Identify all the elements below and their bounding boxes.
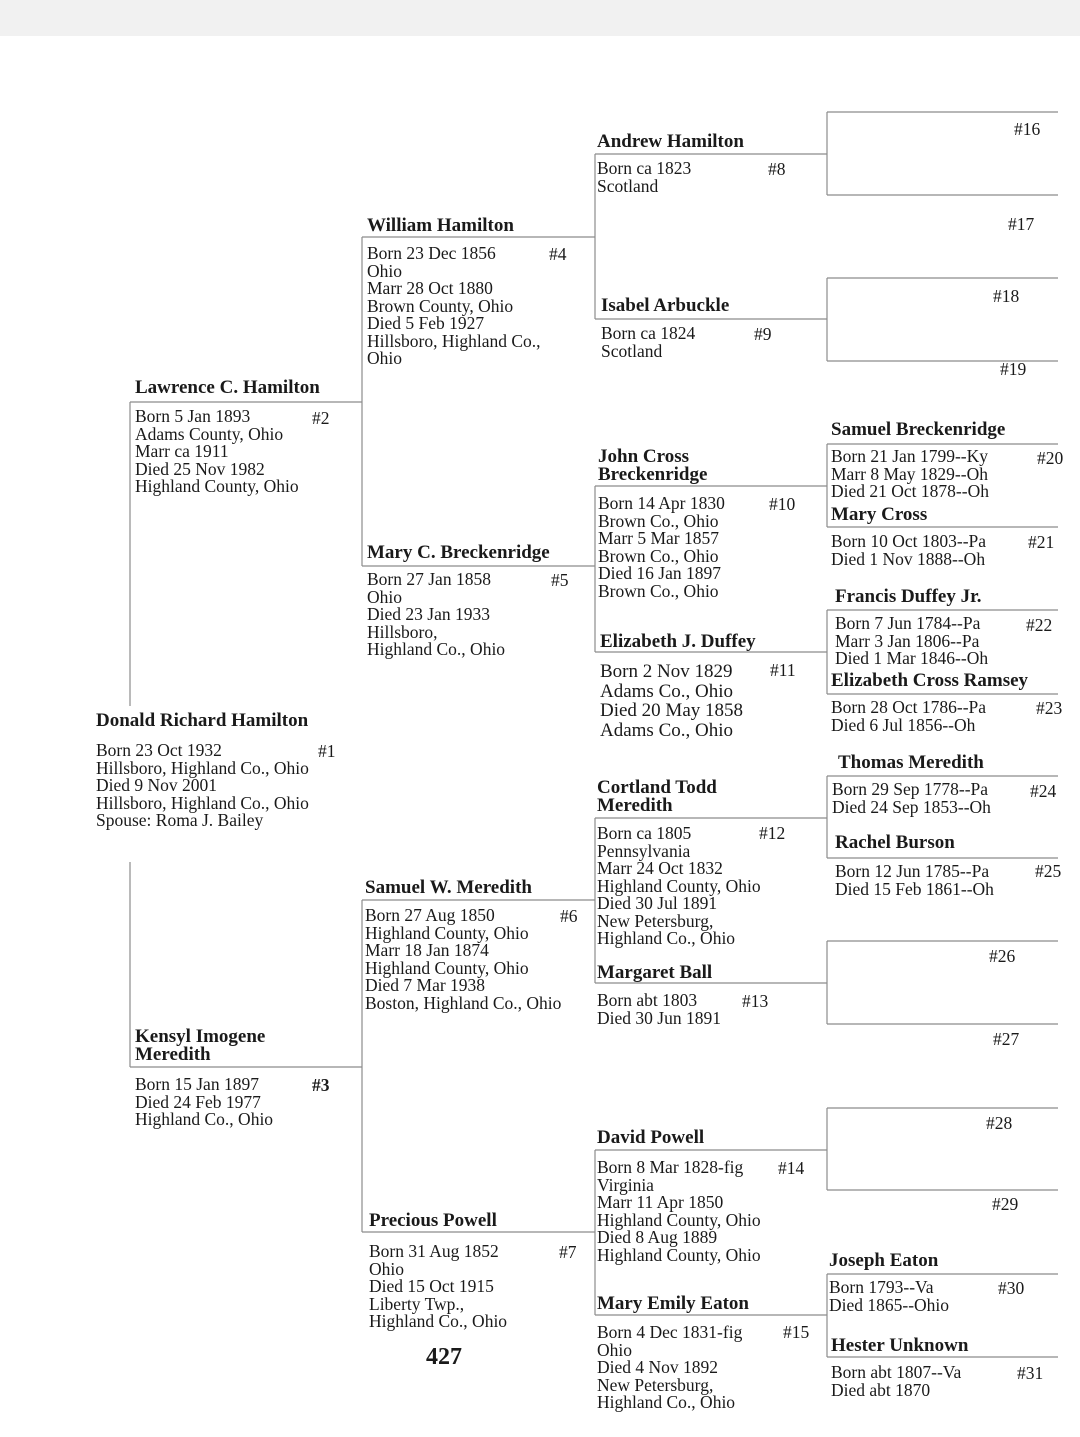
- person-details: Born 29 Sep 1778--Pa Died 24 Sep 1853--Oh: [832, 779, 991, 817]
- person-details: Born 10 Oct 1803--Pa Died 1 Nov 1888--Oh: [831, 531, 987, 569]
- ahnentafel-number: #5: [551, 570, 569, 590]
- person-details: Born 1793--Va Died 1865--Ohio: [829, 1277, 950, 1315]
- person-23: [831, 671, 1028, 734]
- person-name: John Cross Breckenridge: [598, 446, 708, 485]
- person-22: [835, 587, 988, 668]
- person-details: Born abt 1803 Died 30 Jun 1891: [597, 990, 721, 1028]
- person-name: Lawrence C. Hamilton: [135, 377, 320, 398]
- ahnentafel-number-28: #28: [986, 1113, 1013, 1133]
- person-name: William Hamilton: [367, 215, 514, 236]
- ahnentafel-number: #4: [549, 244, 567, 264]
- person-name: Elizabeth Cross Ramsey: [831, 670, 1029, 691]
- person-2: [135, 378, 320, 496]
- person-details: Born 27 Jan 1858 Ohio Died 23 Jan 1933 Hillsboro, Highland Co., Ohio: [367, 569, 506, 659]
- ahnentafel-number-16: #16: [1014, 119, 1041, 139]
- person-details: Born abt 1807--Va Died abt 1870: [831, 1362, 962, 1400]
- person-25: [835, 833, 994, 898]
- person-name: Kensyl Imogene Meredith: [135, 1026, 266, 1065]
- ahnentafel-number: #31: [1017, 1363, 1044, 1383]
- person-30: [829, 1251, 949, 1314]
- person-name: Mary Cross: [831, 504, 928, 525]
- ahnentafel-number: #22: [1026, 615, 1053, 635]
- person-details: Born 7 Jun 1784--Pa Marr 3 Jan 1806--Pa Died 1 Mar 1846--Oh: [835, 613, 989, 668]
- person-10: [598, 448, 725, 600]
- person-name: David Powell: [597, 1127, 705, 1148]
- person-name: Thomas Meredith: [838, 752, 984, 773]
- person-name: Cortland Todd Meredith: [597, 777, 717, 816]
- person-31: [831, 1336, 968, 1399]
- ahnentafel-number: #14: [778, 1158, 805, 1178]
- person-name: Isabel Arbuckle: [601, 295, 730, 316]
- ahnentafel-number: #3: [312, 1075, 330, 1095]
- person-details: Born 23 Oct 1932 Hillsboro, Highland Co., Ohio Died 9 Nov 2001 Hillsboro, Highland Co., Ohio Spouse: Roma J. Bailey: [96, 740, 309, 830]
- person-name: Mary C. Breckenridge: [367, 542, 550, 563]
- person-details: Born 2 Nov 1829 Adams Co., Ohio Died 20 May 1858 Adams Co., Ohio: [600, 661, 744, 741]
- person-6: [365, 878, 561, 1012]
- person-8: [597, 132, 744, 195]
- person-11: [600, 632, 756, 740]
- person-details: Born 31 Aug 1852 Ohio Died 15 Oct 1915 Liberty Twp., Highland Co., Ohio: [369, 1241, 508, 1331]
- person-name: Donald Richard Hamilton: [96, 710, 309, 731]
- person-details: Born 28 Oct 1786--Pa Died 6 Jul 1856--Oh: [831, 697, 987, 735]
- person-details: Born 8 Mar 1828-fig Virginia Marr 11 Apr 1850 Highland County, Ohio Died 8 Aug 1889 Highland County, Ohio: [597, 1157, 761, 1265]
- person-name: Samuel W. Meredith: [365, 877, 532, 898]
- person-4: [367, 216, 541, 368]
- ahnentafel-number-29: #29: [992, 1194, 1019, 1214]
- person-name: Elizabeth J. Duffey: [600, 631, 756, 652]
- ahnentafel-number: #21: [1028, 532, 1055, 552]
- person-24: [832, 752, 991, 817]
- ahnentafel-number-26: #26: [989, 946, 1016, 966]
- ahnentafel-number: #9: [754, 324, 772, 344]
- person-5: [367, 543, 550, 659]
- person-3: [135, 1028, 273, 1129]
- ahnentafel-number: #10: [769, 494, 796, 514]
- ahnentafel-number: #20: [1037, 448, 1064, 468]
- person-name: Precious Powell: [369, 1210, 497, 1231]
- person-name: Rachel Burson: [835, 832, 955, 853]
- ahnentafel-number: #15: [783, 1322, 810, 1342]
- person-12: [597, 779, 761, 948]
- person-9: [601, 296, 729, 360]
- person-20: [831, 420, 1005, 501]
- person-details: Born 27 Aug 1850 Highland County, Ohio Marr 18 Jan 1874 Highland County, Ohio Died 7 Mar 1938 Boston, Highland Co., Ohio: [365, 905, 562, 1013]
- person-13: [597, 963, 721, 1027]
- person-name: Andrew Hamilton: [597, 131, 744, 152]
- person-name: Samuel Breckenridge: [831, 419, 1006, 440]
- ahnentafel-number-19: #19: [1000, 359, 1027, 379]
- ahnentafel-number-27: #27: [993, 1029, 1020, 1049]
- ahnentafel-number-17: #17: [1008, 214, 1035, 234]
- ahnentafel-number: #11: [770, 660, 796, 680]
- person-details: Born 5 Jan 1893 Adams County, Ohio Marr ca 1911 Died 25 Nov 1982 Highland County, Ohio: [135, 406, 299, 496]
- ahnentafel-number: #2: [312, 408, 330, 428]
- ahnentafel-number: #23: [1036, 698, 1063, 718]
- person-1: [96, 711, 309, 830]
- person-details: Born 23 Dec 1856 Ohio Marr 28 Oct 1880 Brown County, Ohio Died 5 Feb 1927 Hillsboro, Highland Co., Ohio: [367, 243, 541, 368]
- person-details: Born ca 1824 Scotland: [601, 323, 696, 361]
- ahnentafel-number: #30: [998, 1278, 1025, 1298]
- person-15: [597, 1294, 749, 1412]
- ahnentafel-number: #6: [560, 906, 578, 926]
- person-details: Born ca 1805 Pennsylvania Marr 24 Oct 1832 Highland County, Ohio Died 30 Jul 1891 New Petersburg, Highland Co., Ohio: [597, 823, 761, 948]
- person-name: Hester Unknown: [831, 1335, 969, 1356]
- page-number: 427: [426, 1344, 462, 1370]
- person-details: Born 15 Jan 1897 Died 24 Feb 1977 Highland Co., Ohio: [135, 1074, 274, 1129]
- person-details: Born 14 Apr 1830 Brown Co., Ohio Marr 5 Mar 1857 Brown Co., Ohio Died 16 Jan 1897 Brown Co., Ohio: [598, 493, 725, 601]
- person-name: Margaret Ball: [597, 962, 713, 983]
- ahnentafel-number: #25: [1035, 861, 1062, 881]
- person-name: Joseph Eaton: [829, 1250, 939, 1271]
- person-14: [597, 1128, 761, 1264]
- ahnentafel-number: #7: [559, 1242, 577, 1262]
- ahnentafel-number-18: #18: [993, 286, 1020, 306]
- ahnentafel-number: #24: [1030, 781, 1057, 801]
- ahnentafel-number: #12: [759, 823, 786, 843]
- ahnentafel-number: #13: [742, 991, 769, 1011]
- ahnentafel-number: #8: [768, 159, 786, 179]
- ahnentafel-number: #1: [318, 741, 336, 761]
- person-name: Mary Emily Eaton: [597, 1293, 749, 1314]
- person-details: Born 21 Jan 1799--Ky Marr 8 May 1829--Oh Died 21 Oct 1878--Oh: [831, 446, 989, 501]
- person-21: [831, 505, 986, 568]
- person-name: Francis Duffey Jr.: [835, 586, 982, 607]
- person-7: [369, 1211, 507, 1331]
- person-details: Born 4 Dec 1831-fig Ohio Died 4 Nov 1892 New Petersburg, Highland Co., Ohio: [597, 1322, 743, 1412]
- person-details: Born 12 Jun 1785--Pa Died 15 Feb 1861--Oh: [835, 861, 994, 899]
- person-details: Born ca 1823 Scotland: [597, 158, 692, 196]
